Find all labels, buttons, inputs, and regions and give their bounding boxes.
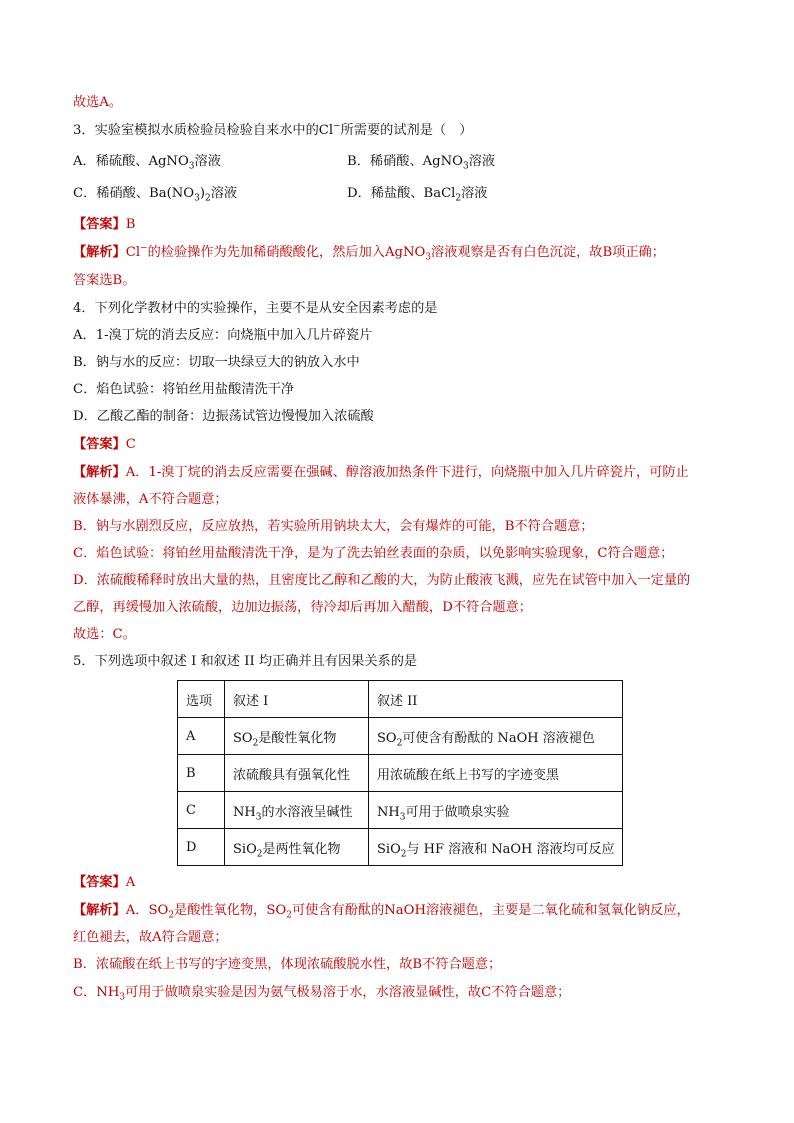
cell-sub: 3 xyxy=(399,812,406,823)
q5-analysis-4b: 可用于做喷泉实验是因为氨气极易溶于水，水溶液显碱性，故C不符合题意； xyxy=(125,985,571,1000)
q5-analysis-1sub2: 2 xyxy=(286,910,292,921)
table-cell-option: A xyxy=(178,718,225,755)
q3-option-d xyxy=(347,184,487,204)
q3-option-c-sub2: 2 xyxy=(204,193,211,204)
q4-option-d: D．乙酸乙酯的制备：边振荡试管边慢慢加入浓硫酸 xyxy=(73,409,374,424)
q3-analysis-b: 的检验操作为先加稀硝酸酸化，然后加入AgNO xyxy=(147,245,426,260)
q3-option-c-sub: 3 xyxy=(194,193,200,204)
q5-analysis-line-2: 红色褪去，故A符合题意； xyxy=(73,930,228,945)
table-cell-statement-1 xyxy=(225,718,369,755)
q3-option-c-paren: (NO xyxy=(166,186,195,201)
q3-option-d-text: D．稀盐酸、BaCl xyxy=(347,186,456,201)
q3-option-a-sub: 3 xyxy=(188,161,195,172)
q5-analysis-1b: 是酸性氧化物，SO xyxy=(174,903,287,918)
q3-option-c-tail: 溶液 xyxy=(210,186,238,201)
q4-answer xyxy=(73,435,136,455)
q4-analysis-label: 【解析】 xyxy=(73,465,126,480)
table-cell-option: D xyxy=(178,829,225,866)
table-row xyxy=(178,755,623,792)
q5-table xyxy=(177,680,623,866)
q4-option-a: A．1-溴丁烷的消去反应：向烧瓶中加入几片碎瓷片 xyxy=(73,328,373,343)
q3-answer-value: B xyxy=(125,217,136,232)
q3-answer-label: 【答案】 xyxy=(73,217,126,232)
table-cell-statement-1 xyxy=(225,829,369,866)
cell-sub: 2 xyxy=(400,849,407,860)
q4-option-c: C．焰色试验：将铂丝用盐酸清洗干净 xyxy=(73,382,295,397)
q5-analysis-line-1 xyxy=(73,901,690,921)
q3-stem-text: 3．实验室模拟水质检验员检验自来水中的Cl xyxy=(73,123,334,138)
cell-tail: 与 HF 溶液和 NaOH 溶液均可反应 xyxy=(406,841,615,857)
cell-sub: 2 xyxy=(396,738,403,749)
table-header-cell: 选项 xyxy=(178,681,225,718)
q5-analysis-4sub: 3 xyxy=(119,992,126,1003)
q5-analysis-label: 【解析】 xyxy=(73,903,126,918)
table-cell-option: C xyxy=(178,792,225,829)
cell-tail: 的水溶液呈碱性 xyxy=(261,804,353,820)
q3-analysis-sub: 3 xyxy=(425,252,432,263)
table-cell-statement-1 xyxy=(225,792,369,829)
cell-sub: 2 xyxy=(252,738,259,749)
previous-conclusion: 故选A。 xyxy=(73,95,123,110)
q3-option-d-tail: 溶液 xyxy=(461,186,488,201)
q4-option-b: B．钠与水的反应：切取一块绿豆大的钠放入水中 xyxy=(73,355,360,370)
q3-option-c-text: C．稀硝酸、Ba xyxy=(73,186,167,201)
q3-option-b xyxy=(347,152,495,172)
cell-text: SO xyxy=(233,730,253,746)
cell-tail: 可用于做喷泉实验 xyxy=(405,804,510,820)
q3-option-a-tail: 溶液 xyxy=(194,154,221,169)
q3-stem-sup: − xyxy=(333,121,341,132)
q5-analysis-line-3: B．浓硫酸在纸上书写的字迹变黑，体现浓硫酸脱水性，故B不符合题意； xyxy=(73,957,502,972)
q3-stem-text-2: 所需要的试剂是（ ） xyxy=(340,123,473,138)
q5-analysis-1a: A．SO xyxy=(125,903,169,918)
q4-analysis-line-1 xyxy=(73,463,689,483)
cell-text: SO xyxy=(377,730,397,746)
q5-answer-label: 【答案】 xyxy=(73,875,126,890)
table-row xyxy=(178,718,623,755)
cell-text: SiO xyxy=(233,841,257,857)
cell-tail: 可使含有酚酞的 NaOH 溶液褪色 xyxy=(402,730,595,746)
cell-sub: 2 xyxy=(256,849,263,860)
table-cell-statement-2: 用浓硫酸在纸上书写的字迹变黑 xyxy=(369,755,623,792)
q3-stem xyxy=(73,121,473,141)
table-cell-statement-2 xyxy=(369,792,623,829)
q3-option-b-tail: 溶液 xyxy=(468,154,496,169)
table-header-row xyxy=(178,681,623,718)
q3-analysis-sup: − xyxy=(140,243,148,254)
q3-analysis-c: 溶液观察是否有白色沉淀，故B项正确； xyxy=(431,245,665,260)
q3-option-b-text: B．稀硝酸、AgNO xyxy=(347,154,463,169)
q3-option-a-text: A．稀硫酸、AgNO xyxy=(73,154,189,169)
table-row xyxy=(178,792,623,829)
q4-conclusion: 故选：C。 xyxy=(73,627,136,642)
q3-option-a xyxy=(73,152,221,172)
cell-tail: 是两性氧化物 xyxy=(262,841,341,857)
cell-text: NH xyxy=(377,804,400,820)
table-cell-statement-2 xyxy=(369,829,623,866)
cell-tail: 是酸性氧化物 xyxy=(258,730,337,746)
q5-answer xyxy=(73,873,135,893)
q3-conclusion: 答案选B。 xyxy=(73,273,136,288)
q5-answer-value: A xyxy=(125,875,136,890)
q4-analysis-text-1: A．1-溴丁烷的消去反应需要在强碱、醇溶液加热条件下进行，向烧瓶中加入几片碎瓷片，可防止 xyxy=(125,465,689,480)
q5-analysis-1c: 可使含有酚酞的NaOH溶液褪色，主要是二氧化硫和氢氧化钠反应， xyxy=(291,903,690,918)
q5-analysis-4a: C．NH xyxy=(73,985,120,1000)
cell-text: NH xyxy=(233,804,256,820)
table-cell-option: B xyxy=(178,755,225,792)
q3-analysis xyxy=(73,243,665,263)
q5-analysis-line-4 xyxy=(73,983,570,1003)
q3-option-c-paren2: ) xyxy=(199,186,205,201)
q4-analysis-line-4: C．焰色试验：将铂丝用盐酸清洗干净，是为了洗去铂丝表面的杂质，以免影响实验现象，C符合题意； xyxy=(73,546,674,561)
table-row xyxy=(178,829,623,866)
q3-analysis-a: Cl xyxy=(125,245,141,260)
q4-analysis-line-6: 乙醇，再缓慢加入浓硫酸，边加边振荡，待冷却后再加入醋酸，D不符合题意； xyxy=(73,600,532,615)
cell-sub: 3 xyxy=(255,812,262,823)
q4-analysis-line-5: D．浓硫酸稀释时放出大量的热，且密度比乙醇和乙酸的大，为防止酸液飞溅，应先在试管中加入一定量的 xyxy=(73,573,691,588)
q4-analysis-line-2: 液体暴沸，A不符合题意； xyxy=(73,492,228,507)
q3-option-d-sub: 2 xyxy=(455,193,462,204)
q5-stem: 5．下列选项中叙述 I 和叙述 II 均正确并且有因果关系的是 xyxy=(73,654,418,669)
q3-analysis-label: 【解析】 xyxy=(73,245,126,260)
q3-answer xyxy=(73,215,135,235)
cell-text: SiO xyxy=(377,841,401,857)
table-cell-statement-2 xyxy=(369,718,623,755)
q4-answer-label: 【答案】 xyxy=(73,437,126,452)
q4-stem: 4．下列化学教材中的实验操作，主要不是从安全因素考虑的是 xyxy=(73,301,438,316)
table-header-cell: 叙述 I xyxy=(225,681,369,718)
q3-option-b-sub: 3 xyxy=(462,161,469,172)
table-cell-statement-1: 浓硫酸具有强氧化性 xyxy=(225,755,369,792)
table-header-cell: 叙述 II xyxy=(369,681,623,718)
q4-answer-value: C xyxy=(125,437,136,452)
q3-option-c xyxy=(73,184,237,204)
q5-analysis-1sub: 2 xyxy=(168,910,175,921)
q4-analysis-line-3: B．钠与水剧烈反应，反应放热，若实验所用钠块太大，会有爆炸的可能，B不符合题意； xyxy=(73,519,594,534)
